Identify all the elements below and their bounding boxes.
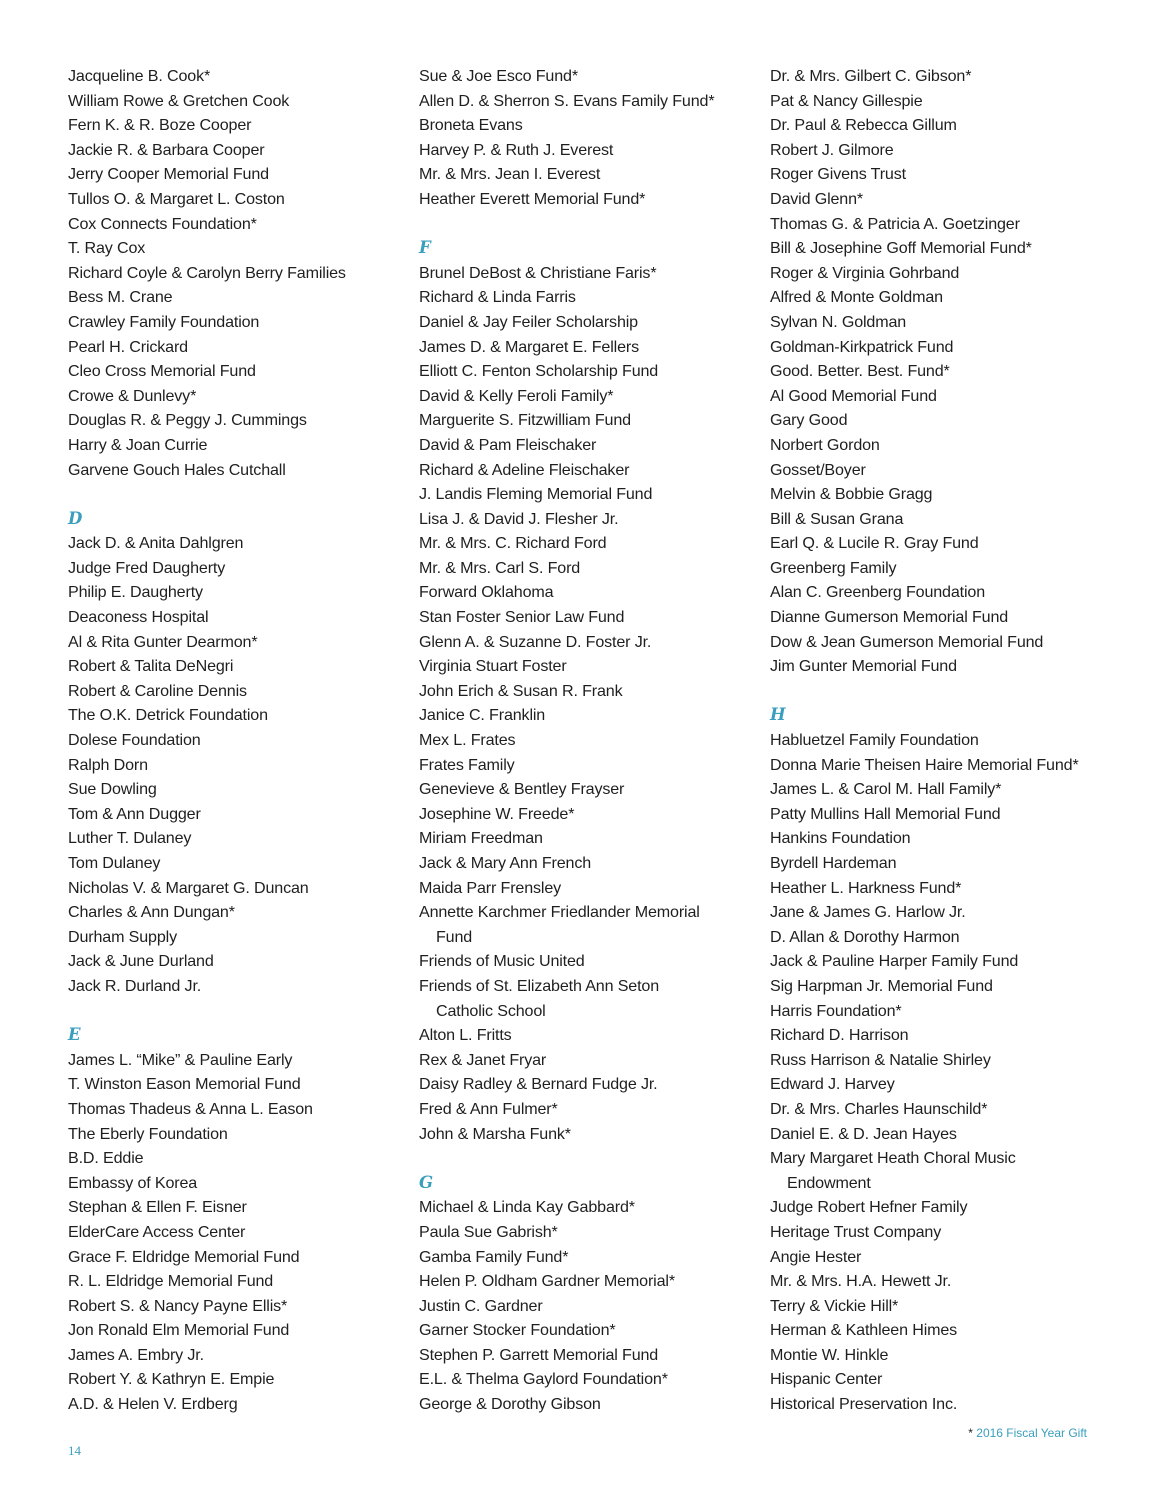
donor-name: Gamba Family Fund* — [419, 1247, 569, 1266]
donor-name: Jane & James G. Harlow Jr. — [770, 903, 966, 922]
donor-name: James L. “Mike” & Pauline Early — [68, 1050, 293, 1069]
donor-name: Bill & Susan Grana — [770, 509, 904, 528]
donor-name: Jon Ronald Elm Memorial Fund — [68, 1321, 290, 1340]
donor-name: Justin C. Gardner — [419, 1296, 543, 1315]
donor-name: David & Pam Fleischaker — [419, 435, 597, 454]
donor-name: Byrdell Hardeman — [770, 854, 897, 872]
donor-name: Fern K. & R. Boze Cooper — [68, 116, 252, 135]
donor-name: Pat & Nancy Gillespie — [770, 91, 923, 110]
donor-name: ElderCare Access Center — [68, 1222, 246, 1241]
donor-name: Patty Mullins Hall Memorial Fund — [770, 804, 1001, 823]
donor-name: Jim Gunter Memorial Fund — [770, 657, 957, 676]
donor-name: Mary Margaret Heath Choral Music — [770, 1149, 1016, 1168]
donor-name: Dr. & Mrs. Charles Haunschild* — [770, 1099, 988, 1118]
donor-name: Richard & Linda Farris — [419, 288, 576, 307]
donor-name: Deaconess Hospital — [68, 608, 209, 627]
donor-name: Jack R. Durland Jr. — [68, 976, 202, 995]
donor-name: D. Allan & Dorothy Harmon — [770, 927, 960, 946]
donor-name: Tom & Ann Dugger — [68, 804, 201, 823]
donor-name: Douglas R. & Peggy J. Cummings — [68, 411, 307, 430]
donor-name: Broneta Evans — [419, 116, 523, 135]
donor-name: Miriam Freedman — [419, 829, 543, 848]
donor-name: E.L. & Thelma Gaylord Foundation* — [419, 1370, 668, 1389]
donor-name: Dr. & Mrs. Gilbert C. Gibson* — [770, 67, 972, 85]
donor-name: Tullos O. & Margaret L. Coston — [68, 189, 285, 208]
donor-name: James D. & Margaret E. Fellers — [419, 337, 639, 356]
section-letter-heading: F — [419, 238, 431, 258]
donor-name: Stan Foster Senior Law Fund — [419, 608, 625, 627]
donor-name: Jackie R. & Barbara Cooper — [68, 140, 265, 159]
donor-name: Harry & Joan Currie — [68, 435, 208, 454]
donor-name: Mr. & Mrs. Carl S. Ford — [419, 558, 581, 577]
donor-name: Annette Karchmer Friedlander Memorial — [419, 903, 700, 922]
donor-name: Richard Coyle & Carolyn Berry Families — [68, 263, 346, 282]
donor-name: Luther T. Dulaney — [68, 829, 192, 848]
donor-name: Stephen P. Garrett Memorial Fund — [419, 1345, 659, 1364]
donor-name: Sig Harpman Jr. Memorial Fund — [770, 976, 993, 995]
donor-name: Terry & Vickie Hill* — [770, 1296, 899, 1315]
donor-name: David Glenn* — [770, 189, 864, 208]
donor-name: Richard D. Harrison — [770, 1026, 909, 1045]
donor-name: Heather Everett Memorial Fund* — [419, 189, 646, 208]
donor-name: Jack D. & Anita Dahlgren — [68, 534, 244, 553]
donor-name: James A. Embry Jr. — [68, 1345, 204, 1364]
donor-name: Allen D. & Sherron S. Evans Family Fund* — [419, 91, 715, 110]
donor-name-continuation: Endowment — [787, 1173, 871, 1192]
donor-name: Herman & Kathleen Himes — [770, 1321, 958, 1340]
donor-name: Michael & Linda Kay Gabbard* — [419, 1198, 635, 1217]
donor-name: Melvin & Bobbie Gragg — [770, 485, 933, 504]
donor-name: T. Winston Eason Memorial Fund — [68, 1075, 301, 1094]
donor-name: Donna Marie Theisen Haire Memorial Fund* — [770, 755, 1079, 774]
donor-name-continuation: Catholic School — [436, 1001, 546, 1020]
donor-name: Lisa J. & David J. Flesher Jr. — [419, 509, 619, 528]
donor-name: Harris Foundation* — [770, 1001, 902, 1020]
donor-name: Brunel DeBost & Christiane Faris* — [419, 263, 657, 282]
donor-name: George & Dorothy Gibson — [419, 1395, 601, 1414]
donor-name: Daniel & Jay Feiler Scholarship — [419, 312, 638, 331]
donor-name: Robert & Caroline Dennis — [68, 681, 247, 700]
donor-name: Crowe & Dunlevy* — [68, 386, 197, 405]
donor-name: Sue & Joe Esco Fund* — [419, 67, 578, 85]
donor-name: Dow & Jean Gumerson Memorial Fund — [770, 632, 1044, 651]
donor-name: Earl Q. & Lucile R. Gray Fund — [770, 534, 979, 553]
section-letter-heading: E — [68, 1025, 81, 1045]
donor-name: Thomas Thadeus & Anna L. Eason — [68, 1099, 313, 1118]
donor-name: Russ Harrison & Natalie Shirley — [770, 1050, 991, 1069]
donor-name: Dolese Foundation — [68, 731, 201, 750]
donor-name: Embassy of Korea — [68, 1173, 198, 1192]
donor-name: Maida Parr Frensley — [419, 878, 562, 897]
donor-column-1 — [68, 64, 403, 1417]
donor-name: Tom Dulaney — [68, 854, 161, 872]
donor-name: Habluetzel Family Foundation — [770, 731, 979, 750]
donor-name: Josephine W. Freede* — [419, 804, 575, 823]
donor-name: Judge Robert Hefner Family — [770, 1198, 968, 1217]
donor-name: Elliott C. Fenton Scholarship Fund — [419, 362, 659, 381]
donor-name: Dianne Gumerson Memorial Fund — [770, 608, 1009, 627]
donor-name: Bess M. Crane — [68, 288, 173, 307]
donor-name: A.D. & Helen V. Erdberg — [68, 1395, 238, 1414]
donor-name: John Erich & Susan R. Frank — [419, 681, 623, 700]
donor-name: Gary Good — [770, 411, 848, 430]
donor-column-2 — [419, 64, 754, 1417]
donor-name: William Rowe & Gretchen Cook — [68, 91, 290, 110]
donor-name: David & Kelly Feroli Family* — [419, 386, 614, 405]
donor-name: The O.K. Detrick Foundation — [68, 706, 268, 725]
page-number: 14 — [68, 1443, 81, 1458]
donor-column-3 — [770, 64, 1110, 1417]
donor-name: Alfred & Monte Goldman — [770, 288, 943, 307]
donor-name: Nicholas V. & Margaret G. Duncan — [68, 878, 309, 897]
donor-name: Stephan & Ellen F. Eisner — [68, 1198, 247, 1217]
donor-name: The Eberly Foundation — [68, 1124, 228, 1143]
section-letter-heading: G — [419, 1172, 434, 1192]
donor-name: Mr. & Mrs. H.A. Hewett Jr. — [770, 1272, 952, 1291]
donor-name: Goldman-Kirkpatrick Fund — [770, 337, 954, 356]
donor-name: Hankins Foundation — [770, 829, 911, 848]
donor-name: Jerry Cooper Memorial Fund — [68, 165, 269, 184]
donor-name: Friends of St. Elizabeth Ann Seton — [419, 976, 660, 995]
donor-name: Helen P. Oldham Gardner Memorial* — [419, 1272, 675, 1291]
donor-name: Angie Hester — [770, 1247, 862, 1266]
donor-name: B.D. Eddie — [68, 1149, 144, 1168]
donor-name: Dr. Paul & Rebecca Gillum — [770, 116, 957, 135]
donor-name: Marguerite S. Fitzwilliam Fund — [419, 411, 631, 430]
donor-name: Cox Connects Foundation* — [68, 214, 257, 233]
donor-name: J. Landis Fleming Memorial Fund — [419, 485, 653, 504]
donor-name: Alton L. Fritts — [419, 1026, 512, 1045]
donor-name: Richard & Adeline Fleischaker — [419, 460, 630, 479]
donor-name: T. Ray Cox — [68, 239, 146, 258]
donor-name: Mr. & Mrs. Jean I. Everest — [419, 165, 601, 184]
donor-name: Gosset/Boyer — [770, 460, 866, 479]
donor-name: Rex & Janet Fryar — [419, 1050, 547, 1069]
donor-name: Hispanic Center — [770, 1370, 883, 1389]
donor-name: Jack & Pauline Harper Family Fund — [770, 952, 1019, 971]
donor-name: Harvey P. & Ruth J. Everest — [419, 140, 614, 159]
donor-name: Friends of Music United — [419, 952, 585, 971]
donor-name: R. L. Eldridge Memorial Fund — [68, 1272, 274, 1291]
donor-name: Forward Oklahoma — [419, 583, 554, 602]
donor-name: Garvene Gouch Hales Cutchall — [68, 460, 286, 479]
donor-name: Sue Dowling — [68, 780, 157, 799]
donor-name: Thomas G. & Patricia A. Goetzinger — [770, 214, 1020, 233]
donor-name: Daisy Radley & Bernard Fudge Jr. — [419, 1075, 658, 1094]
donor-name: Jack & Mary Ann French — [419, 854, 592, 872]
footnote — [968, 1426, 1087, 1440]
donor-name: Durham Supply — [68, 927, 177, 946]
donor-name: Robert & Talita DeNegri — [68, 657, 234, 676]
footnote-text: 2016 Fiscal Year Gift — [976, 1426, 1087, 1440]
donor-name: Grace F. Eldridge Memorial Fund — [68, 1247, 300, 1266]
donor-name: Jack & June Durland — [68, 952, 214, 971]
donor-name: Glenn A. & Suzanne D. Foster Jr. — [419, 632, 652, 651]
donor-name: Charles & Ann Dungan* — [68, 903, 235, 922]
donor-name: Jacqueline B. Cook* — [68, 67, 211, 85]
donor-name: Greenberg Family — [770, 558, 897, 577]
donor-name: Robert S. & Nancy Payne Ellis* — [68, 1296, 288, 1315]
donor-name: Good. Better. Best. Fund* — [770, 362, 950, 381]
donor-name: Garner Stocker Foundation* — [419, 1321, 616, 1340]
donor-name: Heather L. Harkness Fund* — [770, 878, 962, 897]
donor-name: Philip E. Daugherty — [68, 583, 203, 602]
donor-name: Pearl H. Crickard — [68, 337, 188, 356]
donor-name: John & Marsha Funk* — [419, 1124, 571, 1143]
footnote-star: * — [968, 1426, 973, 1440]
section-letter-heading: H — [770, 705, 786, 725]
donor-name: Norbert Gordon — [770, 435, 880, 454]
donor-name: Roger & Virginia Gohrband — [770, 263, 960, 282]
donor-name: Mr. & Mrs. C. Richard Ford — [419, 534, 607, 553]
donor-name: Alan C. Greenberg Foundation — [770, 583, 985, 602]
donor-name: Historical Preservation Inc. — [770, 1395, 958, 1414]
donor-name: Crawley Family Foundation — [68, 312, 260, 331]
donor-name: Mex L. Frates — [419, 731, 516, 750]
donor-name: Virginia Stuart Foster — [419, 657, 567, 676]
donor-name: Al & Rita Gunter Dearmon* — [68, 632, 258, 651]
donor-name: Cleo Cross Memorial Fund — [68, 362, 256, 381]
donor-name: Roger Givens Trust — [770, 165, 906, 184]
donor-name: Edward J. Harvey — [770, 1075, 895, 1094]
donor-name: Ralph Dorn — [68, 755, 148, 774]
section-letter-heading: D — [68, 508, 83, 528]
donor-name: Janice C. Franklin — [419, 706, 546, 725]
donor-name: Heritage Trust Company — [770, 1222, 942, 1241]
donor-name: James L. & Carol M. Hall Family* — [770, 780, 1002, 799]
donor-name: Daniel E. & D. Jean Hayes — [770, 1124, 957, 1143]
donor-name: Robert Y. & Kathryn E. Empie — [68, 1370, 275, 1389]
donor-name: Montie W. Hinkle — [770, 1345, 889, 1364]
donor-name: Frates Family — [419, 755, 515, 774]
donor-name: Robert J. Gilmore — [770, 140, 894, 159]
donor-name: Genevieve & Bentley Frayser — [419, 780, 625, 799]
donor-name-continuation: Fund — [436, 927, 473, 946]
donor-name: Al Good Memorial Fund — [770, 386, 937, 405]
donor-name: Sylvan N. Goldman — [770, 312, 907, 331]
donor-name: Paula Sue Gabrish* — [419, 1222, 558, 1241]
donor-name: Fred & Ann Fulmer* — [419, 1099, 558, 1118]
donor-name: Bill & Josephine Goff Memorial Fund* — [770, 239, 1032, 258]
donor-name: Judge Fred Daugherty — [68, 558, 226, 577]
